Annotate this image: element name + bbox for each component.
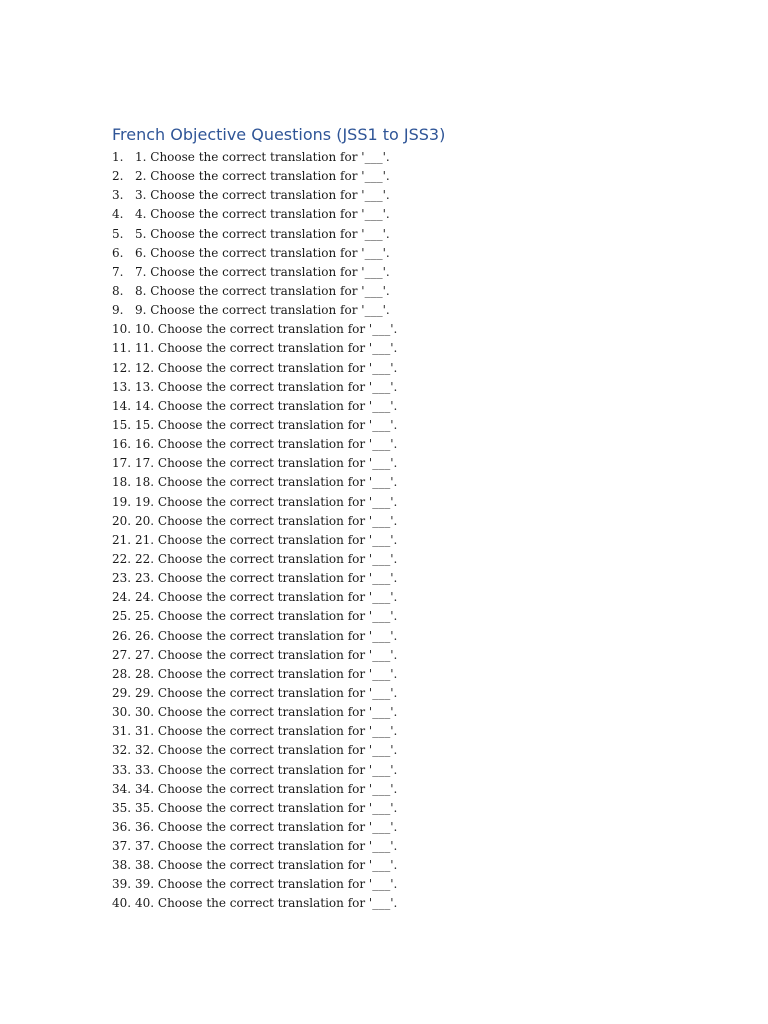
- question-number: 18.: [112, 475, 132, 490]
- question-number: 29.: [112, 685, 132, 700]
- question-text: 12. Choose the correct translation for '___'.: [135, 360, 398, 375]
- list-item: [112, 550, 397, 569]
- question-number: 16.: [112, 437, 132, 452]
- question-number: 14.: [112, 398, 132, 413]
- question-number: 26.: [112, 628, 132, 643]
- list-item: [112, 531, 397, 550]
- list-item: [112, 416, 397, 435]
- question-text: 37. Choose the correct translation for '___'.: [135, 839, 398, 854]
- question-text: 10. Choose the correct translation for '___'.: [135, 322, 398, 337]
- question-number: 8.: [112, 283, 124, 298]
- list-item: [112, 627, 397, 646]
- question-text: 30. Choose the correct translation for '___'.: [135, 705, 398, 720]
- question-number: 25.: [112, 609, 132, 624]
- question-number: 11.: [112, 341, 132, 356]
- question-number: 15.: [112, 417, 132, 432]
- question-number: 27.: [112, 647, 132, 662]
- question-text: 5. Choose the correct translation for '___'.: [135, 226, 390, 241]
- list-item: [112, 397, 397, 416]
- question-text: 16. Choose the correct translation for '___'.: [135, 437, 398, 452]
- question-number: 1.: [112, 150, 124, 164]
- question-list: [112, 148, 397, 914]
- question-text: 29. Choose the correct translation for '___'.: [135, 685, 398, 700]
- question-number: 5.: [112, 226, 124, 241]
- list-item: [112, 454, 397, 473]
- question-number: 32.: [112, 743, 132, 758]
- question-number: 31.: [112, 724, 132, 739]
- question-text: 31. Choose the correct translation for '___'.: [135, 724, 398, 739]
- list-item: [112, 320, 397, 339]
- question-text: 25. Choose the correct translation for '___'.: [135, 609, 398, 624]
- question-text: 32. Choose the correct translation for '___'.: [135, 743, 398, 758]
- list-item: [112, 205, 397, 224]
- list-item: [112, 646, 397, 665]
- question-text: 20. Choose the correct translation for '___'.: [135, 513, 398, 528]
- question-number: 22.: [112, 551, 132, 566]
- question-number: 19.: [112, 494, 132, 509]
- list-item: [112, 225, 397, 244]
- list-item: [112, 799, 397, 818]
- question-number: 35.: [112, 800, 132, 815]
- list-item: [112, 569, 397, 588]
- list-item: [112, 167, 397, 186]
- question-text: 28. Choose the correct translation for '___'.: [135, 666, 398, 681]
- question-text: 40. Choose the correct translation for '___'.: [135, 896, 398, 911]
- question-number: 38.: [112, 858, 132, 873]
- question-text: 13. Choose the correct translation for '___'.: [135, 379, 398, 394]
- question-text: 26. Choose the correct translation for '___'.: [135, 628, 398, 643]
- question-number: 3.: [112, 188, 124, 203]
- list-item: [112, 761, 397, 780]
- list-item: [112, 493, 397, 512]
- question-text: 9. Choose the correct translation for '___'.: [135, 303, 390, 318]
- list-item: [112, 894, 397, 913]
- question-text: 39. Choose the correct translation for '___'.: [135, 877, 398, 892]
- question-number: 36.: [112, 819, 132, 834]
- question-text: 15. Choose the correct translation for '___'.: [135, 417, 398, 432]
- question-text: 2. Choose the correct translation for '___'.: [135, 169, 390, 184]
- question-text: 38. Choose the correct translation for '___'.: [135, 858, 398, 873]
- list-item: [112, 263, 397, 282]
- question-number: 10.: [112, 322, 132, 337]
- question-text: 8. Choose the correct translation for '___'.: [135, 283, 390, 298]
- question-number: 34.: [112, 781, 132, 796]
- list-item: [112, 856, 397, 875]
- question-text: 21. Choose the correct translation for '___'.: [135, 532, 398, 547]
- question-text: 1. Choose the correct translation for '___'.: [135, 150, 390, 164]
- question-text: 24. Choose the correct translation for '___'.: [135, 590, 398, 605]
- question-number: 33.: [112, 762, 132, 777]
- list-item: [112, 244, 397, 263]
- list-item: [112, 684, 397, 703]
- question-number: 2.: [112, 169, 124, 184]
- question-number: 7.: [112, 264, 124, 279]
- list-item: [112, 722, 397, 741]
- question-text: 33. Choose the correct translation for '___'.: [135, 762, 398, 777]
- question-number: 39.: [112, 877, 132, 892]
- question-text: 6. Choose the correct translation for '___'.: [135, 245, 390, 260]
- question-number: 21.: [112, 532, 132, 547]
- list-item: [112, 588, 397, 607]
- question-text: 36. Choose the correct translation for '___'.: [135, 819, 398, 834]
- question-text: 23. Choose the correct translation for '___'.: [135, 571, 398, 586]
- list-item: [112, 703, 397, 722]
- list-item: [112, 148, 397, 167]
- question-text: 14. Choose the correct translation for '___'.: [135, 398, 398, 413]
- question-text: 34. Choose the correct translation for '___'.: [135, 781, 398, 796]
- question-text: 18. Choose the correct translation for '___'.: [135, 475, 398, 490]
- question-text: 11. Choose the correct translation for '___'.: [135, 341, 398, 356]
- question-text: 22. Choose the correct translation for '___'.: [135, 551, 398, 566]
- list-item: [112, 780, 397, 799]
- question-number: 12.: [112, 360, 132, 375]
- list-item: [112, 473, 397, 492]
- question-text: 7. Choose the correct translation for '___'.: [135, 264, 390, 279]
- list-item: [112, 665, 397, 684]
- question-number: 6.: [112, 245, 124, 260]
- list-item: [112, 607, 397, 626]
- question-number: 13.: [112, 379, 132, 394]
- list-item: [112, 339, 397, 358]
- list-item: [112, 435, 397, 454]
- question-number: 30.: [112, 705, 132, 720]
- question-number: 37.: [112, 839, 132, 854]
- question-text: 4. Choose the correct translation for '___'.: [135, 207, 390, 222]
- list-item: [112, 282, 397, 301]
- question-text: 19. Choose the correct translation for '___'.: [135, 494, 398, 509]
- question-number: 17.: [112, 456, 132, 471]
- question-text: 35. Choose the correct translation for '___'.: [135, 800, 398, 815]
- question-number: 20.: [112, 513, 132, 528]
- list-item: [112, 837, 397, 856]
- question-number: 9.: [112, 303, 124, 318]
- list-item: [112, 359, 397, 378]
- list-item: [112, 818, 397, 837]
- question-text: 3. Choose the correct translation for '___'.: [135, 188, 390, 203]
- question-number: 23.: [112, 571, 132, 586]
- question-number: 4.: [112, 207, 124, 222]
- list-item: [112, 378, 397, 397]
- document-title: French Objective Questions (JSS1 to JSS3): [112, 125, 446, 144]
- list-item: [112, 186, 397, 205]
- question-number: 28.: [112, 666, 132, 681]
- list-item: [112, 875, 397, 894]
- question-number: 40.: [112, 896, 132, 911]
- list-item: [112, 301, 397, 320]
- question-text: 17. Choose the correct translation for '___'.: [135, 456, 398, 471]
- list-item: [112, 512, 397, 531]
- list-item: [112, 741, 397, 760]
- question-number: 24.: [112, 590, 132, 605]
- question-text: 27. Choose the correct translation for '___'.: [135, 647, 398, 662]
